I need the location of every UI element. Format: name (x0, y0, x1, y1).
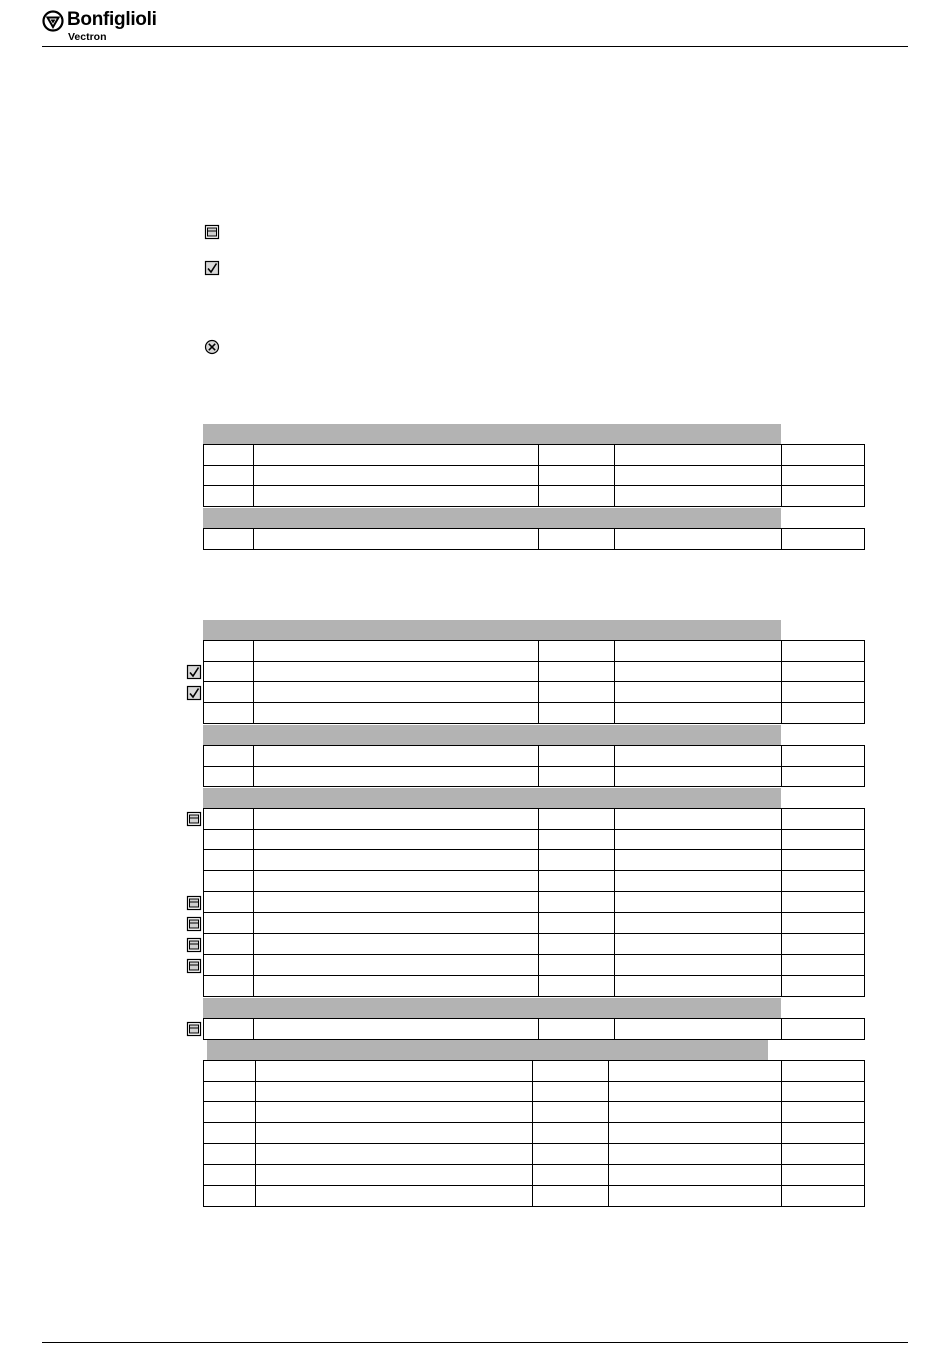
table-row (203, 486, 865, 507)
cell-divider-4 (781, 1019, 782, 1039)
edit-icon (186, 895, 202, 911)
cell-divider-4 (781, 1144, 782, 1164)
cell-divider-4 (781, 641, 782, 661)
cell-divider-3 (614, 934, 615, 954)
cell-divider-2 (538, 871, 539, 891)
cell-divider-1 (253, 445, 254, 465)
cell-divider-4 (781, 1081, 782, 1101)
cell-divider-3 (614, 913, 615, 933)
cell-divider-3 (614, 766, 615, 786)
cell-divider-2 (538, 955, 539, 975)
footer-rule (42, 1342, 908, 1343)
check-icon (186, 685, 202, 701)
table-row (203, 444, 865, 466)
cell-divider-4 (781, 1061, 782, 1081)
cell-divider-3 (614, 486, 615, 506)
cell-divider-3 (614, 529, 615, 549)
cell-divider-1 (253, 641, 254, 661)
cell-divider-3 (608, 1102, 609, 1122)
cell-divider-1 (253, 809, 254, 829)
cell-divider-2 (538, 976, 539, 996)
cell-divider-3 (614, 955, 615, 975)
cell-divider-2 (532, 1061, 533, 1081)
table-row (203, 465, 865, 486)
edit-icon (186, 937, 202, 953)
cell-divider-1 (253, 529, 254, 549)
cell-divider-4 (781, 934, 782, 954)
cell-divider-2 (538, 445, 539, 465)
cell-divider-2 (532, 1144, 533, 1164)
cell-divider-1 (255, 1102, 256, 1122)
cell-divider-4 (781, 486, 782, 506)
cell-divider-4 (781, 809, 782, 829)
cell-divider-2 (532, 1081, 533, 1101)
cell-divider-2 (532, 1186, 533, 1206)
cell-divider-2 (538, 682, 539, 702)
table-row (203, 661, 865, 682)
cell-divider-3 (614, 1019, 615, 1039)
cell-divider-2 (532, 1102, 533, 1122)
brand-name: Bonfiglioli (67, 9, 157, 30)
cell-divider-2 (538, 913, 539, 933)
cell-divider-1 (255, 1165, 256, 1185)
cell-divider-4 (781, 976, 782, 996)
table-row (203, 745, 865, 767)
brand-sub-name: Vectron (68, 31, 107, 43)
edit-icon (186, 1021, 202, 1037)
cell-divider-1 (253, 465, 254, 485)
table-row (203, 976, 865, 997)
cell-divider-3 (608, 1061, 609, 1081)
cell-divider-3 (608, 1186, 609, 1206)
cell-divider-3 (614, 703, 615, 723)
cell-divider-3 (614, 850, 615, 870)
cell-divider-1 (253, 486, 254, 506)
cell-divider-1 (253, 850, 254, 870)
table-row (203, 913, 865, 934)
cell-divider-2 (532, 1165, 533, 1185)
cell-divider-3 (608, 1123, 609, 1143)
edit-icon (186, 958, 202, 974)
cell-divider-1 (253, 703, 254, 723)
cell-divider-1 (253, 829, 254, 849)
cell-divider-3 (614, 871, 615, 891)
table-row (203, 682, 865, 703)
cell-divider-4 (781, 850, 782, 870)
table-row (203, 528, 865, 550)
cell-divider-2 (538, 766, 539, 786)
cell-divider-3 (614, 661, 615, 681)
cell-divider-4 (781, 529, 782, 549)
cell-divider-2 (538, 1019, 539, 1039)
cell-divider-3 (614, 892, 615, 912)
cell-divider-4 (781, 829, 782, 849)
cell-divider-1 (253, 913, 254, 933)
cell-divider-2 (538, 465, 539, 485)
cell-divider-1 (255, 1186, 256, 1206)
table-row (203, 766, 865, 787)
cell-divider-1 (253, 1019, 254, 1039)
table-row (203, 1186, 865, 1207)
cell-divider-4 (781, 661, 782, 681)
cell-divider-1 (253, 766, 254, 786)
table-row (203, 640, 865, 662)
cell-divider-4 (781, 955, 782, 975)
cell-divider-3 (614, 641, 615, 661)
table-row (203, 955, 865, 976)
cell-divider-1 (255, 1061, 256, 1081)
cell-divider-4 (781, 1123, 782, 1143)
group-header-band (207, 1040, 768, 1060)
table-row (203, 1123, 865, 1144)
table-row (203, 892, 865, 913)
cell-divider-1 (253, 934, 254, 954)
cell-divider-1 (255, 1144, 256, 1164)
cell-divider-2 (538, 892, 539, 912)
cell-divider-2 (538, 529, 539, 549)
cell-divider-1 (253, 892, 254, 912)
cell-divider-3 (614, 976, 615, 996)
edit-icon (186, 916, 202, 932)
cell-divider-4 (781, 871, 782, 891)
group-header-band (203, 508, 781, 528)
cell-divider-2 (538, 703, 539, 723)
cell-divider-2 (538, 486, 539, 506)
cell-divider-2 (538, 746, 539, 766)
cell-divider-2 (538, 829, 539, 849)
cell-divider-1 (253, 746, 254, 766)
table-row (203, 850, 865, 871)
check-icon (186, 664, 202, 680)
cell-divider-3 (614, 809, 615, 829)
cell-divider-4 (781, 682, 782, 702)
table-row (203, 808, 865, 830)
cell-divider-3 (614, 445, 615, 465)
cell-divider-1 (253, 661, 254, 681)
cell-divider-4 (781, 766, 782, 786)
cell-divider-2 (538, 661, 539, 681)
cell-divider-3 (614, 746, 615, 766)
cell-divider-2 (538, 809, 539, 829)
table-row (203, 934, 865, 955)
cell-divider-1 (253, 682, 254, 702)
group-header-band (203, 725, 781, 745)
cell-divider-4 (781, 465, 782, 485)
cell-divider-1 (253, 955, 254, 975)
cell-divider-4 (781, 1186, 782, 1206)
edit-icon (186, 811, 202, 827)
cell-divider-2 (538, 850, 539, 870)
cell-divider-2 (532, 1123, 533, 1143)
group-header-band (203, 998, 781, 1018)
table-row (203, 1165, 865, 1186)
cell-divider-4 (781, 1102, 782, 1122)
cell-divider-4 (781, 1165, 782, 1185)
cell-divider-4 (781, 913, 782, 933)
group-header-band (203, 620, 781, 640)
cell-divider-1 (253, 976, 254, 996)
cell-divider-3 (608, 1144, 609, 1164)
cell-divider-1 (255, 1123, 256, 1143)
cell-divider-4 (781, 746, 782, 766)
table-row (203, 1081, 865, 1102)
cell-divider-1 (253, 871, 254, 891)
table-row (203, 871, 865, 892)
group-header-band (203, 788, 781, 808)
table-row (203, 1060, 865, 1082)
cell-divider-1 (255, 1081, 256, 1101)
cell-divider-3 (614, 829, 615, 849)
table-row (203, 703, 865, 724)
cell-divider-2 (538, 934, 539, 954)
table-row (203, 829, 865, 850)
cell-divider-4 (781, 892, 782, 912)
cell-divider-4 (781, 445, 782, 465)
table-row (203, 1144, 865, 1165)
table-row (203, 1102, 865, 1123)
cell-divider-3 (614, 682, 615, 702)
cell-divider-4 (781, 703, 782, 723)
cell-divider-3 (608, 1081, 609, 1101)
table-row (203, 1018, 865, 1040)
cell-divider-2 (538, 641, 539, 661)
cell-divider-3 (614, 465, 615, 485)
group-header-band (203, 424, 781, 444)
cell-divider-3 (608, 1165, 609, 1185)
